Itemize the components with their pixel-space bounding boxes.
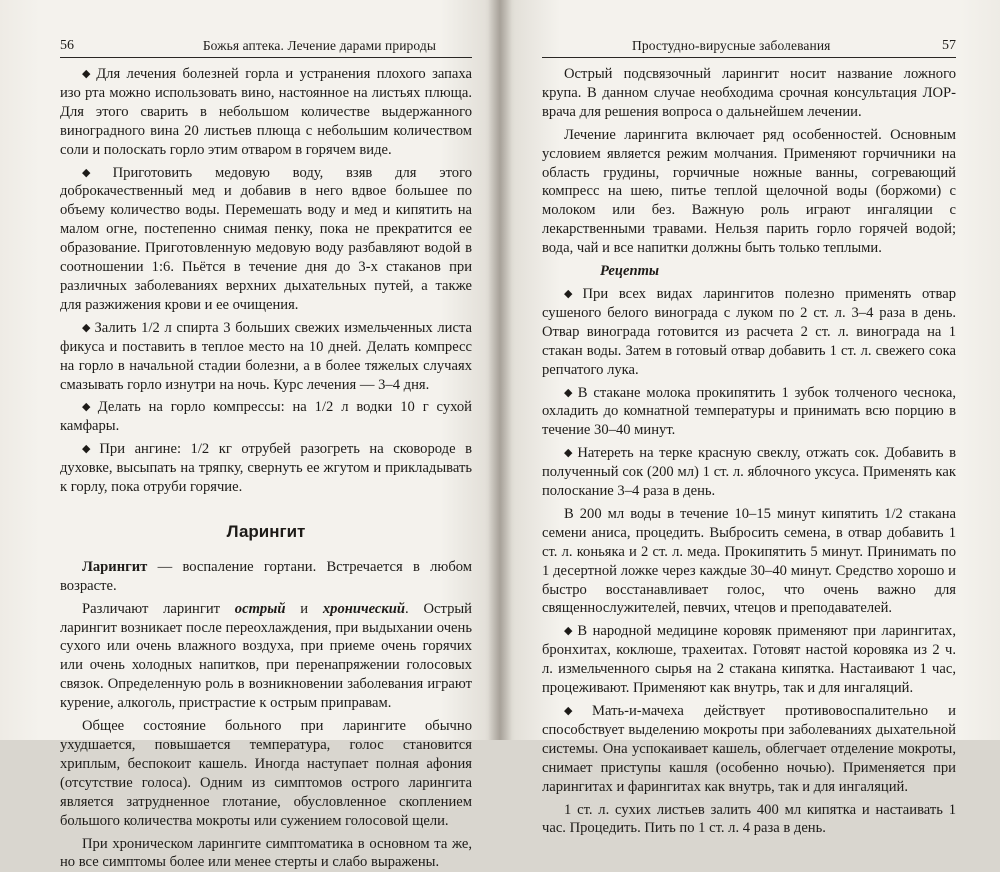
section-title: Ларингит xyxy=(226,521,306,541)
diamond-bullet-icon: ◆ xyxy=(82,443,97,456)
right-page-number: 57 xyxy=(942,38,956,53)
diamond-bullet-icon: ◆ xyxy=(564,625,575,638)
list-item: 1 ст. л. сухих листьев залить 400 мл кипятка и настаивать 1 час. Процедить. Пить по 1 ст. л. 4 раза в день. xyxy=(542,801,956,837)
diamond-bullet-icon: ◆ xyxy=(564,386,575,399)
list-item: ◆ Делать на горло компрессы: на 1/2 л водки 10 г сухой камфары. xyxy=(60,399,472,435)
types-paragraph: Различают ларингит острый и хронический. Острый ларингит возникает после переохлаждения, при выдыхании очень сухого или очень влажного воздуха, при приеме очень горячих или очень холодных напитков, при перенапряжении голосовых связок. Определенную роль в возникновении заболевания играют курение, алкоголь, пристрастие к острым приправам. xyxy=(60,600,472,712)
term-acute: острый xyxy=(234,600,286,617)
chronic-paragraph: При хроническом ларингите симптоматика в основном та же, но все симптомы более или менее стерты и слабо выражены. xyxy=(60,835,472,871)
definition-term: Ларингит xyxy=(82,558,148,575)
diamond-bullet-icon: ◆ xyxy=(82,401,95,414)
diamond-bullet-icon: ◆ xyxy=(564,705,589,717)
left-page-number: 56 xyxy=(60,38,74,53)
list-item: ◆ В стакане молока прокипятить 1 зубок толченого чеснока, охладить до комнатной температуры и принимать всю порцию в течение 30–40 минут. xyxy=(542,384,957,439)
right-page-body xyxy=(542,65,956,838)
diamond-bullet-icon: ◆ xyxy=(82,321,92,334)
list-item: ◆ При ангине: 1/2 кг отрубей разогреть на сковороде в духовке, высыпать на тряпку, свернуть ее жгутом и прикладывать к горлу, пока отруби горячие. xyxy=(60,441,472,496)
treatment-paragraph: Лечение ларингита включает ряд особенностей. Основным условием является режим молчания. Применяют горчичники на область грудины, горчичные ножные ванны, согревающий компресс на шею, питье теплой щелочной воды (боржоми) с молоком или без. Важную роль играют ингаляции с лекарственными травами. Нельзя парить горло горячей водой; вода, чай и все напитки должны быть только теплыми. xyxy=(542,126,956,257)
diamond-bullet-icon: ◆ xyxy=(82,166,110,179)
left-page xyxy=(0,0,500,871)
left-page-body xyxy=(60,65,472,872)
list-item: В 200 мл воды в течение 10–15 минут кипятить 1/2 стакана семени аниса, процедить. Выбросить семена, в отвар добавить 1 ст. л. коньяка и 2 ст. л. меда. Прокипятить 5 минут. Принимать по 1 десертной ложке через каждые 30–40 минут. Средство хорошо и быстро восстанавливает голос, что очень важно для священнослужителей, певчих, чтецов и преподавателей. xyxy=(542,505,956,617)
left-page-header xyxy=(60,38,472,58)
definition-paragraph: Ларингит — воспаление гортани. Встречается в любом возрасте. xyxy=(60,558,472,594)
list-item: ◆ При всех видах ларингитов полезно применять отвар сушеного белого винограда с луком по 2 ст. л. 3–4 раза в день. Отвар винограда готовится из расчета 2 ст. л. винограда на 1 стакан воды. Затем в готовый отвар добавить 1 ст. л. свежего сока репчатого лука. xyxy=(542,285,956,378)
state-paragraph: Общее состояние больного при ларингите обычно ухудшается, повышается температура, голос становится хриплым, беспокоит кашель. Иногда наступает полная афония (отсутствие голоса). Одним из симптомов острого ларингита является затрудненное глотание, обусловленное скоплением большого количества мокроты или сужением голосовой щели. xyxy=(60,718,472,829)
right-running-title: Простудно-вирусные заболевания xyxy=(632,38,831,53)
right-page-header xyxy=(542,38,956,58)
term-chronic: хронический xyxy=(322,600,406,617)
list-item: ◆ Для лечения болезней горла и устранения плохого запаха изо рта можно использовать вино, настоянное на листьях плюща. Для этого сварить в небольшом количестве выдержанного виноградного вина 20 листьев плюща с небольшим количеством соли и полоскать горло этим отваром в горячем виде. xyxy=(60,66,472,158)
list-item: ◆ Залить 1/2 л спирта 3 больших свежих измельченных листа фикуса и поставить в теплое место на 10 дней. Делать компресс на горло в начальной стадии болезни, а в более тяжелых случаях смазывать горло изнутри на ночь. Курс лечения — 3–4 дня. xyxy=(60,319,472,393)
recipes-subheading: Рецепты xyxy=(600,263,660,280)
diamond-bullet-icon: ◆ xyxy=(564,287,580,300)
list-item: ◆ Натереть на терке красную свеклу, отжать сок. Добавить в полученный сок (200 мл) 1 ст. л. яблочного уксуса. Применять как полоскание 3–4 раза в день. xyxy=(542,445,956,500)
list-item: ◆ В народной медицине коровяк применяют при ларингитах, бронхитах, коклюше, трахеитах. Готовят настой коровяка из 2 ч. л. измельченного сырья на 2 стакана кипятка. Настаивают 1 час, процеживают. Применяют как внутрь, так и для ингаляций. xyxy=(542,623,957,697)
diamond-bullet-icon: ◆ xyxy=(564,447,575,460)
left-running-title: Божья аптека. Лечение дарами природы xyxy=(202,38,436,53)
right-page xyxy=(500,0,1000,837)
list-item: ◆ Мать-и-мачеха действует противовоспалительно и способствует выделению мокроты при заболеваниях дыхательной системы. Она успокаивает кашель, облегчает отделение мокроты, снимает приступы кашля (особенно ночью). Применяется при ларингитах и фарингитах как внутрь, так и для ингаляций. xyxy=(542,703,956,795)
diamond-bullet-icon: ◆ xyxy=(82,68,94,80)
croup-paragraph: Острый подсвязочный ларингит носит название ложного крупа. В данном случае необходима срочная консультация ЛОР-врача для решения вопроса о дальнейшем лечении. xyxy=(542,66,956,120)
list-item: ◆ Приготовить медовую воду, взяв для этого доброкачественный мед и добавив в него вдвое большее по объему количество воды. Перемешать воду и мед и кипятить на малом огне, постепенно снимая пенку, пока не прекратится ее образование. Приготовленную медовую воду разбавляют водой в соотношении 1:6. Пьётся в течение дня до 3-х стаканов при различных заболеваниях верхних дыхательных путей, а также для разжижения крови и ее очищения. xyxy=(60,164,472,313)
